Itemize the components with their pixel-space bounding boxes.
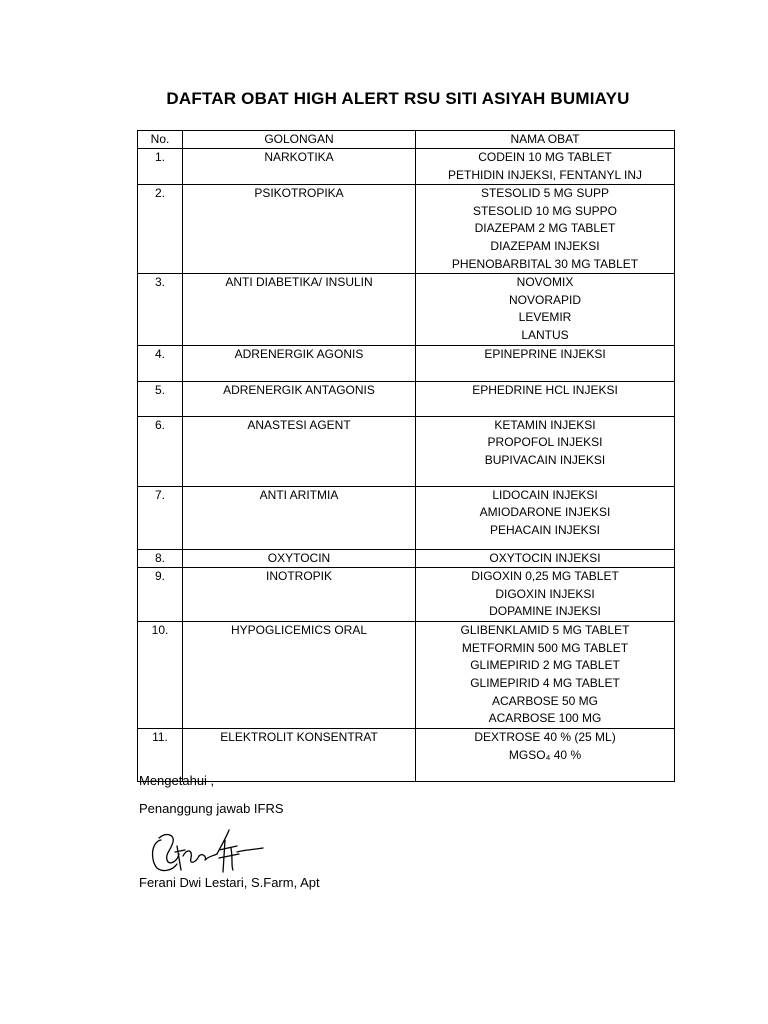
cell-no: 11. (138, 729, 183, 782)
cell-nama-obat (416, 568, 675, 622)
cell-golongan: OXYTOCIN (183, 549, 416, 568)
cell-no: 7. (138, 486, 183, 549)
header-nama-obat: NAMA OBAT (416, 131, 675, 149)
cell-no: 3. (138, 274, 183, 345)
table-body (138, 149, 675, 782)
drug-name: DIGOXIN INJEKSI (495, 586, 595, 601)
drug-name: PETHIDIN INJEKSI, FENTANYL INJ (447, 167, 643, 182)
drug-name: GLIMEPIRID 2 MG TABLET (470, 658, 620, 673)
drug-name: DIGOXIN 0,25 MG TABLET (471, 569, 619, 584)
drug-name: LIDOCAIN INJEKSI (492, 487, 598, 502)
drug-name: PHENOBARBITAL 30 MG TABLET (451, 256, 639, 271)
drug-name: CODEIN 10 MG TABLET (478, 150, 612, 164)
drug-name: GLIMEPIRID 4 MG TABLET (470, 675, 620, 690)
footer-mengetahui: Mengetahui , (139, 773, 215, 788)
drug-name: KETAMIN INJEKSI (494, 417, 596, 432)
cell-nama-obat (416, 274, 675, 345)
drug-name: DIAZEPAM 2 MG TABLET (474, 221, 616, 236)
drug-name: DIAZEPAM INJEKSI (490, 238, 600, 253)
drug-name: STESOLID 5 MG SUPP (480, 186, 610, 201)
drug-name: PROPOFOL INJEKSI (487, 435, 603, 450)
table-row (138, 274, 675, 345)
cell-golongan: ANASTESI AGENT (183, 416, 416, 486)
drug-table (137, 130, 675, 782)
table-row (138, 416, 675, 486)
table-row (138, 149, 675, 185)
drug-name: EPINEPRINE INJEKSI (484, 346, 606, 361)
drug-name: LEVEMIR (518, 310, 572, 325)
drug-name: MGSO₄ 40 % (508, 747, 582, 762)
cell-no: 8. (138, 549, 183, 568)
cell-golongan: ADRENERGIK ANTAGONIS (183, 381, 416, 416)
drug-name: DEXTROSE 40 % (25 ML) (474, 730, 616, 745)
drug-name: DOPAMINE INJEKSI (489, 604, 601, 619)
footer-jabatan: Penanggung jawab IFRS (139, 801, 284, 816)
table-row (138, 622, 675, 729)
cell-golongan: NARKOTIKA (183, 149, 416, 185)
table-row (138, 729, 675, 782)
cell-golongan: PSIKOTROPIKA (183, 185, 416, 274)
cell-nama-obat (416, 185, 675, 274)
drug-name: GLIBENKLAMID 5 MG TABLET (460, 623, 630, 638)
cell-nama-obat (416, 381, 675, 416)
table-header-row (138, 131, 675, 149)
cell-no: 1. (138, 149, 183, 185)
drug-name: LANTUS (521, 327, 569, 342)
cell-golongan: ELEKTROLIT KONSENTRAT (183, 729, 416, 782)
drug-name: AMIODARONE INJEKSI (479, 505, 611, 520)
table-row (138, 345, 675, 381)
header-golongan: GOLONGAN (183, 131, 416, 149)
document-title: DAFTAR OBAT HIGH ALERT RSU SITI ASIYAH BUMIAYU (166, 89, 630, 108)
drug-name: NOVOMIX (516, 275, 574, 290)
drug-name: ACARBOSE 100 MG (488, 711, 602, 726)
cell-golongan: ANTI DIABETIKA/ INSULIN (183, 274, 416, 345)
cell-golongan: HYPOGLICEMICS ORAL (183, 622, 416, 729)
table-row (138, 549, 675, 568)
cell-golongan: INOTROPIK (183, 568, 416, 622)
cell-nama-obat (416, 622, 675, 729)
cell-no: 4. (138, 345, 183, 381)
cell-no: 9. (138, 568, 183, 622)
cell-nama-obat (416, 729, 675, 782)
table-row (138, 185, 675, 274)
table-row (138, 486, 675, 549)
cell-no: 2. (138, 185, 183, 274)
cell-no: 6. (138, 416, 183, 486)
drug-name: EPHEDRINE HCL INJEKSI (472, 382, 618, 397)
drug-name: NOVORAPID (508, 292, 581, 307)
table-row (138, 568, 675, 622)
cell-nama-obat (416, 149, 675, 185)
header-no: No. (138, 131, 183, 149)
cell-golongan: ADRENERGIK AGONIS (183, 345, 416, 381)
cell-golongan: ANTI ARITMIA (183, 486, 416, 549)
drug-name: OXYTOCIN INJEKSI (489, 550, 601, 565)
drug-name: METFORMIN 500 MG TABLET (461, 640, 629, 655)
drug-name: PEHACAIN INJEKSI (489, 522, 601, 537)
drug-name: STESOLID 10 MG SUPPO (472, 203, 618, 218)
cell-nama-obat (416, 416, 675, 486)
cell-no: 10. (138, 622, 183, 729)
signature-image (147, 826, 265, 876)
footer-nama-apoteker: Ferani Dwi Lestari, S.Farm, Apt (139, 875, 320, 890)
table-row (138, 381, 675, 416)
drug-name: BUPIVACAIN INJEKSI (484, 452, 606, 467)
cell-no: 5. (138, 381, 183, 416)
cell-nama-obat (416, 345, 675, 381)
cell-nama-obat (416, 486, 675, 549)
cell-nama-obat (416, 549, 675, 568)
drug-name: ACARBOSE 50 MG (491, 693, 599, 708)
